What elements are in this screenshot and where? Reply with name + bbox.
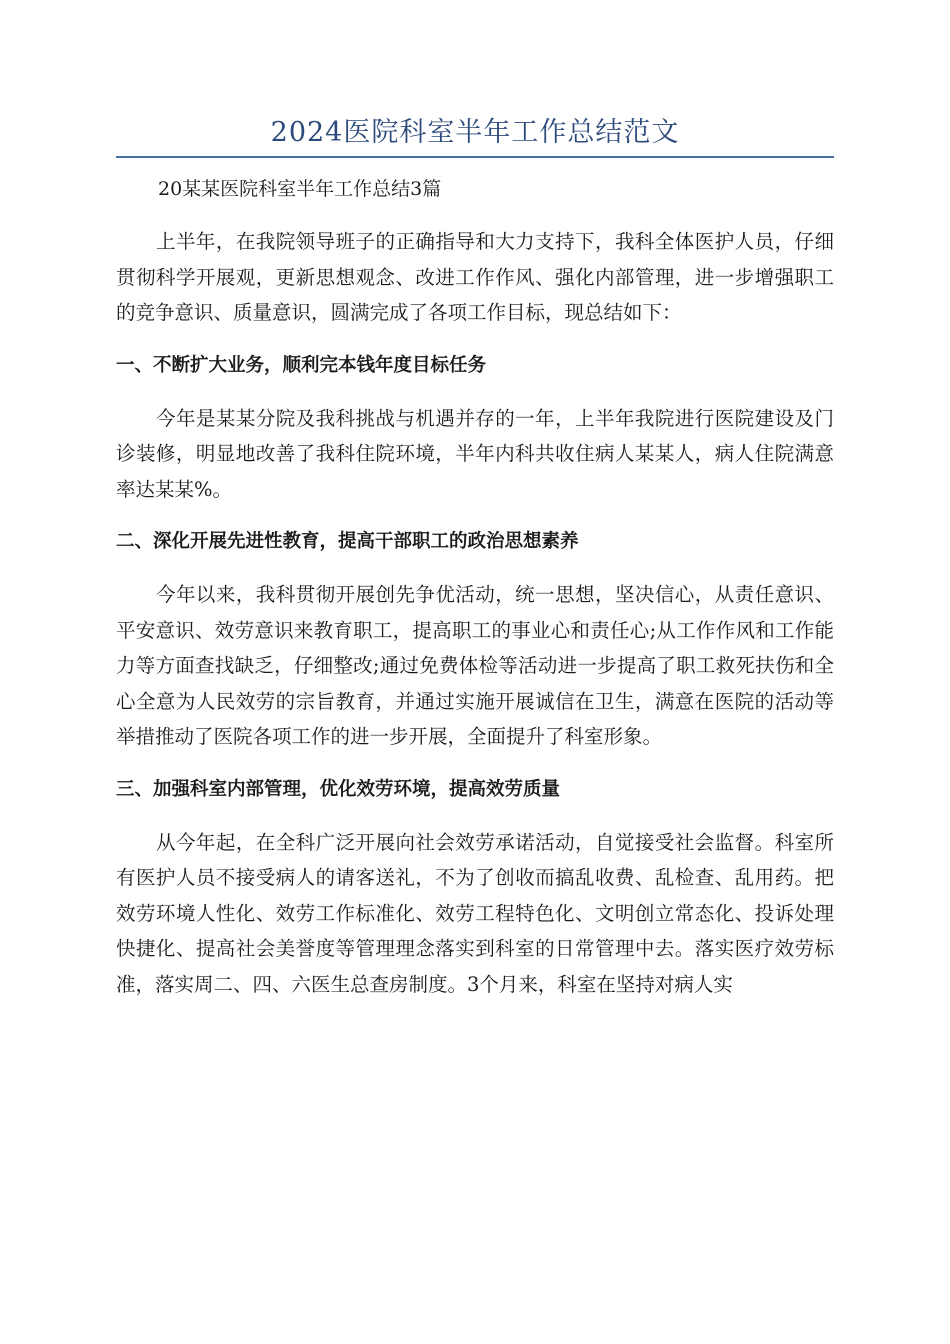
- section-heading-2: 二、深化开展先进性教育，提高干部职工的政治思想素养: [116, 531, 579, 552]
- section-heading-1: 一、不断扩大业务，顺利完本钱年度目标任务: [116, 354, 487, 376]
- intro-paragraph: 上半年，在我院领导班子的正确指导和大力支持下，我科全体医护人员，仔细贯彻科学开展观，更新思想观念、改进工作作风、强化内部管理，进一步增强职工的竞争意识、质量意识，圆满完成了各项工作目标，现总结如下：: [116, 230, 834, 324]
- document-subtitle: 20某某医院科室半年工作总结3篇: [158, 178, 442, 200]
- document-body: [116, 172, 834, 1020]
- section-body-2: 今年以来，我科贯彻开展创先争优活动，统一思想，坚决信心，从责任意识、平安意识、效劳意识来教育职工，提高职工的事业心和责任心;从工作作风和工作能力等方面查找缺乏，仔细整改;通过免费体检等活动进一步提高了职工救死扶伤和全心全意为人民效劳的宗旨教育，并通过实施开展诚信在卫生，满意在医院的活动等举措推动了医院各项工作的进一步开展，全面提升了科室形象。: [116, 583, 834, 748]
- section-body-1: 今年是某某分院及我科挑战与机遇并存的一年，上半年我院进行医院建设及门诊装修，明显地改善了我科住院环境，半年内科共收住病人某某人，病人住院满意率达某某%。: [116, 406, 834, 501]
- section-body-3: 从今年起，在全科广泛开展向社会效劳承诺活动，自觉接受社会监督。科室所有医护人员不接受病人的请客送礼，不为了创收而搞乱收费、乱检查、乱用药。把效劳环境人性化、效劳工作标准化、效劳工程特色化、文明创立常态化、投诉处理快捷化、提高社会美誉度等管理理念落实到科室的日常管理中去。落实医疗效劳标准，落实周二、四、六医生总查房制度。3个月来，科室在坚持对病人实: [116, 830, 834, 996]
- document-title: 2024医院科室半年工作总结范文: [270, 117, 680, 148]
- title-block: [116, 112, 834, 158]
- section-heading-3: 三、加强科室内部管理，优化效劳环境，提高效劳质量: [116, 778, 561, 800]
